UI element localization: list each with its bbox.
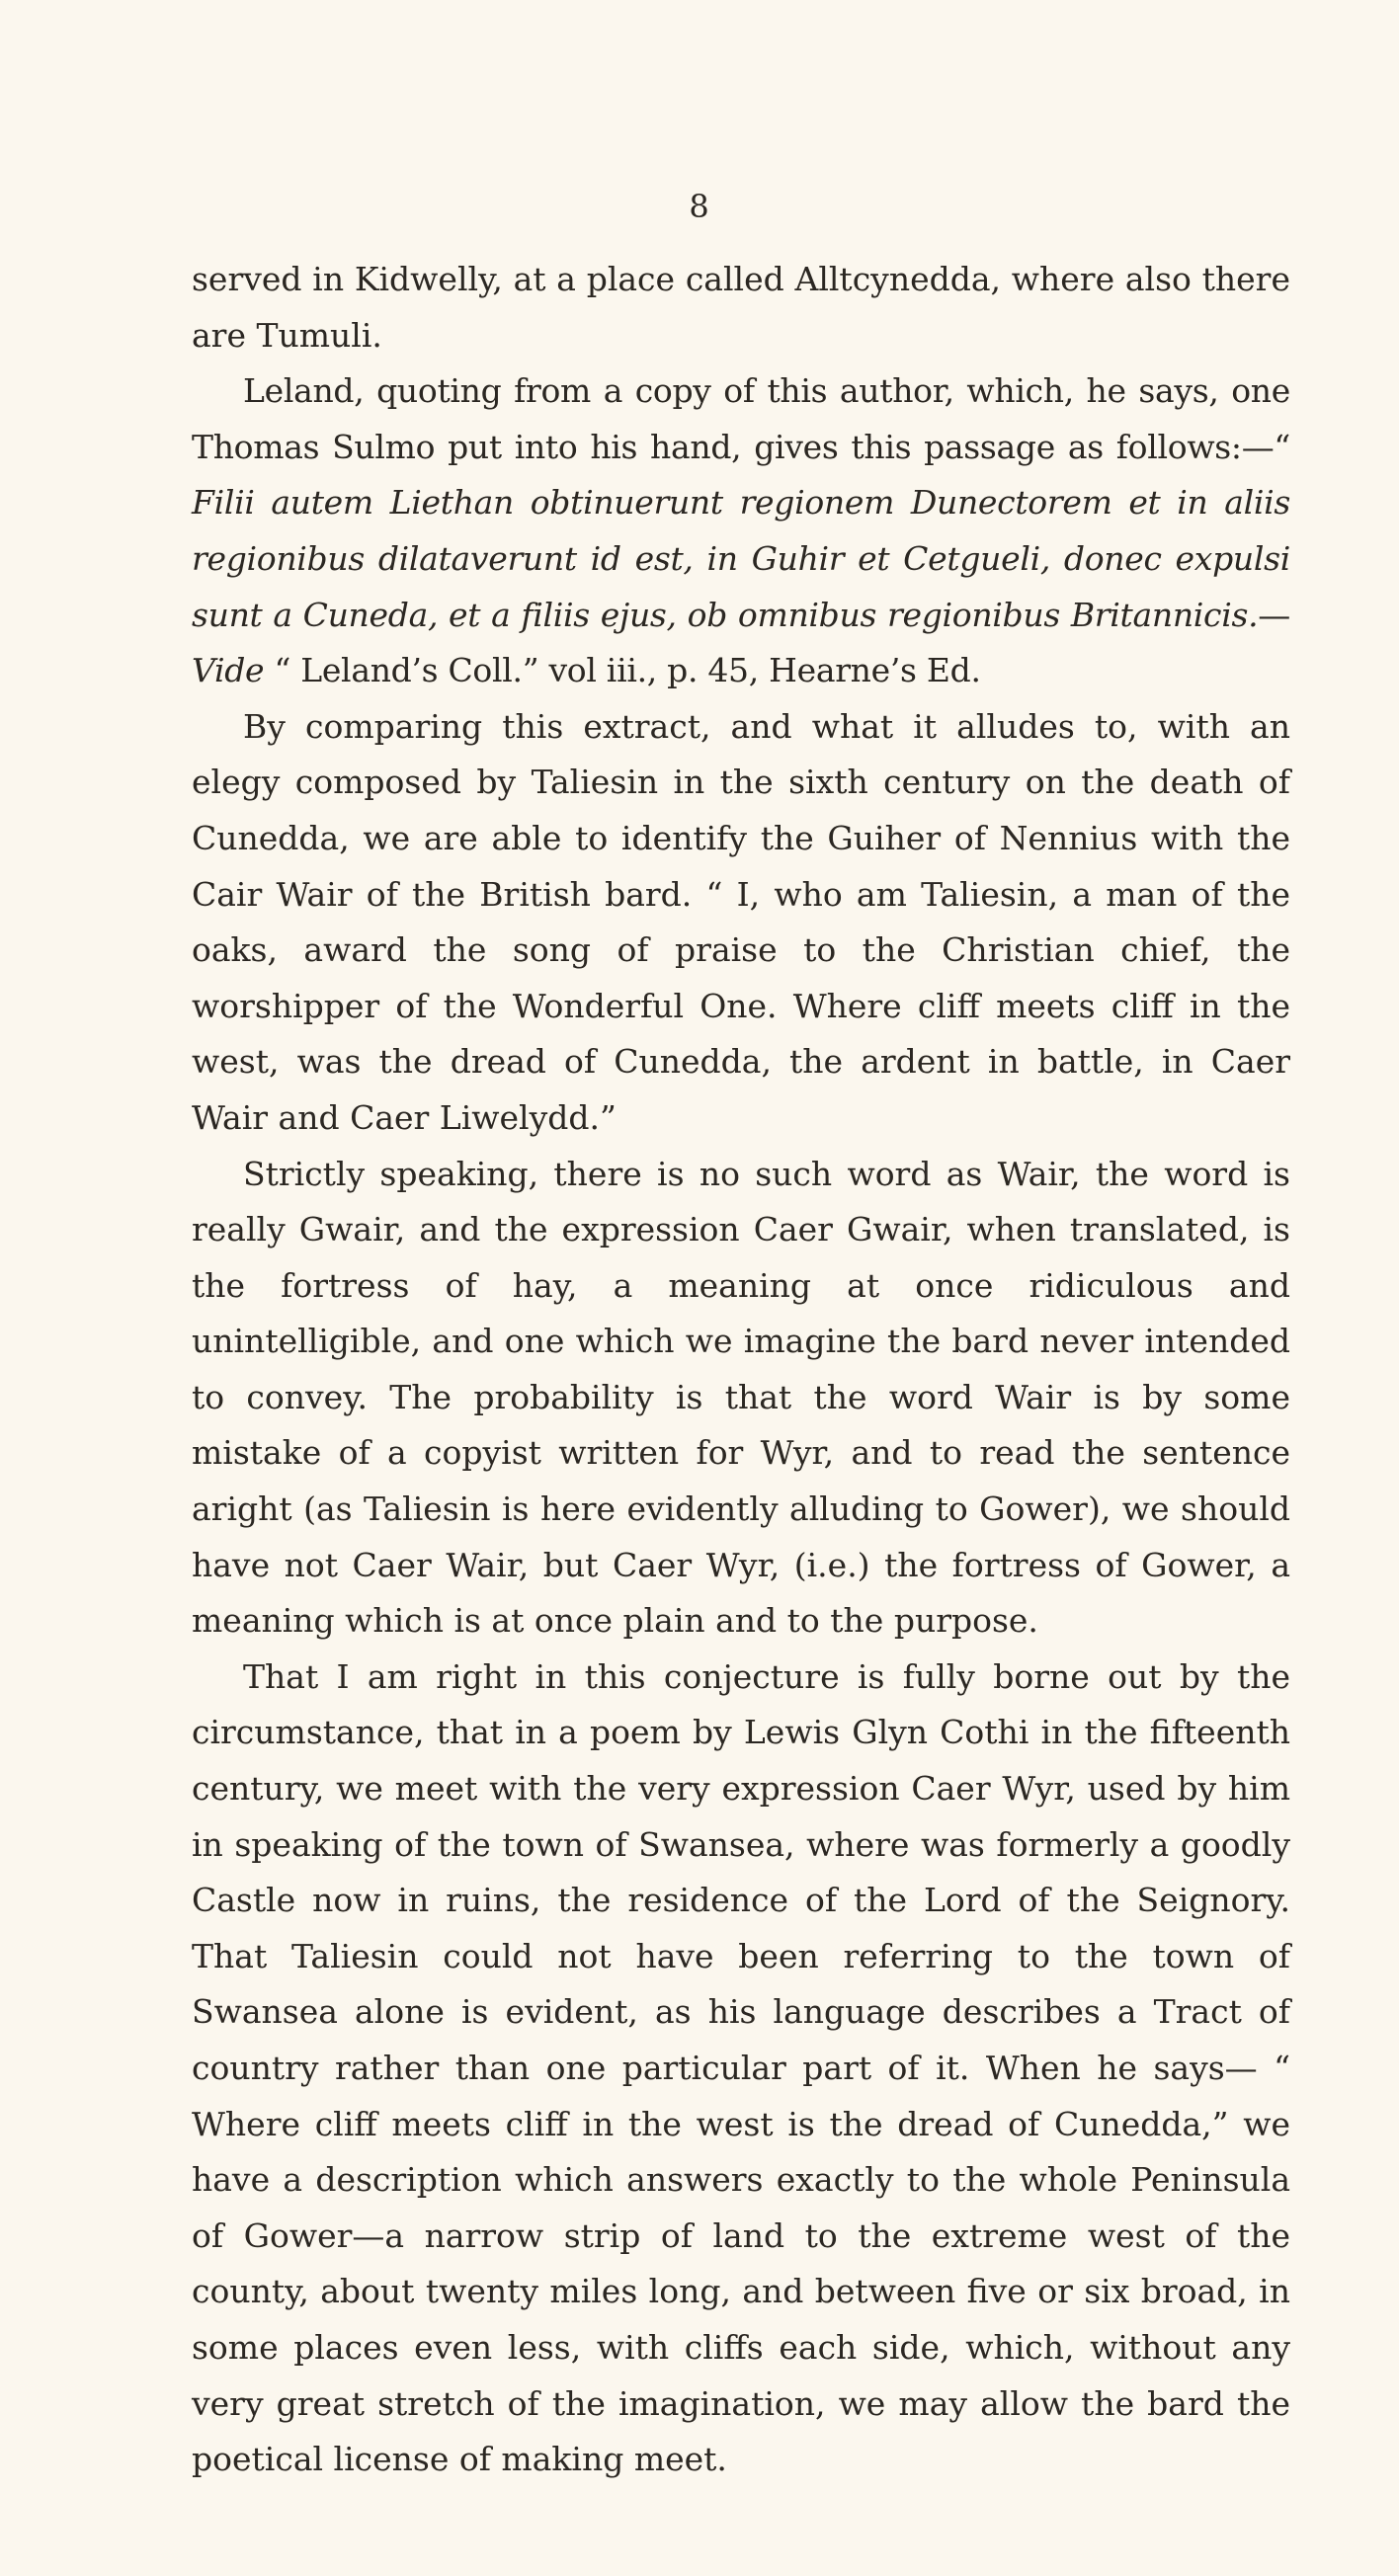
leland-citation: “ Leland’s Coll.” vol iii., p. 45, Hearne’s Ed. — [264, 651, 981, 690]
page-number: 8 — [689, 188, 710, 225]
paragraph-4: Strictly speaking, there is no such word as Wair, the word is really Gwair, and the expression Caer Gwair, when translated, is the fortress of hay, a meaning at once ridiculous and unintelligible, and one which we imagine the bard never intended to convey. The probability is that the word Wair is by some mistake of a copyist written for Wyr, and to read the sentence aright (as Taliesin is here evidently alluding to Gower), we should have not Caer Wair, but Caer Wyr, (i.e.) the fortress of Gower, a meaning which is at once plain and to the purpose. — [192, 1154, 1290, 1641]
paragraph-1: served in Kidwelly, at a place called Alltcynedda, where also there are Tumuli. — [192, 260, 1290, 355]
paragraph-5: That I am right in this conjecture is fully borne out by the circumstance, that in a poem by Lewis Glyn Cothi in the fifteenth century, we meet with the very expression Caer Wyr, used by him in speaking of the town of Swansea, where was formerly a goodly Castle now in ruins, the residence of the Lord of the Seignory. That Taliesin could not have been referring to the town of Swansea alone is evident, as his language describes a Tract of country rather than one particular part of it. When he says— “ Where cliff meets cliff in the west is the dread of Cunedda,” we have a description which answers exactly to the whole Peninsula of Gower—a narrow strip of land to the extreme west of the county, about twenty miles long, and between five or six broad, in some places even less, with cliffs each side, which, without any very great stretch of the imagination, we may allow the bard the poetical license of making meet. — [192, 1656, 1290, 2479]
latin-quotation: Filii autem Liethan obtinuerunt regionem Dunectorem et in aliis regionibus dilataverunt id est, in Guhir et Cetgueli, donec expulsi sunt a Cuneda, et a filiis ejus, ob omnibus regionibus Britannicis. — [192, 483, 1290, 634]
quotation-dash: — — [1258, 595, 1290, 634]
body-text — [192, 252, 1290, 2488]
paragraph-3: By comparing this extract, and what it alludes to, with an elegy composed by Taliesin in the sixth century on the death of Cunedda, we are able to identify the Guiher of Nennius with the Cair Wair of the British bard. “ I, who am Taliesin, a man of the oaks, award the song of praise to the Christian chief, the worshipper of the Wonderful One. Where cliff meets cliff in the west, was the dread of Cunedda, the ardent in battle, in Caer Wair and Caer Liwelydd.” — [192, 706, 1290, 1137]
vide-reference: Vide — [192, 651, 265, 690]
leland-intro: Leland, quoting from a copy of this author, which, he says, one Thomas Sulmo put into his hand, gives this passage as follows:—“ — [192, 371, 1290, 466]
paragraph-2 — [192, 363, 1290, 699]
